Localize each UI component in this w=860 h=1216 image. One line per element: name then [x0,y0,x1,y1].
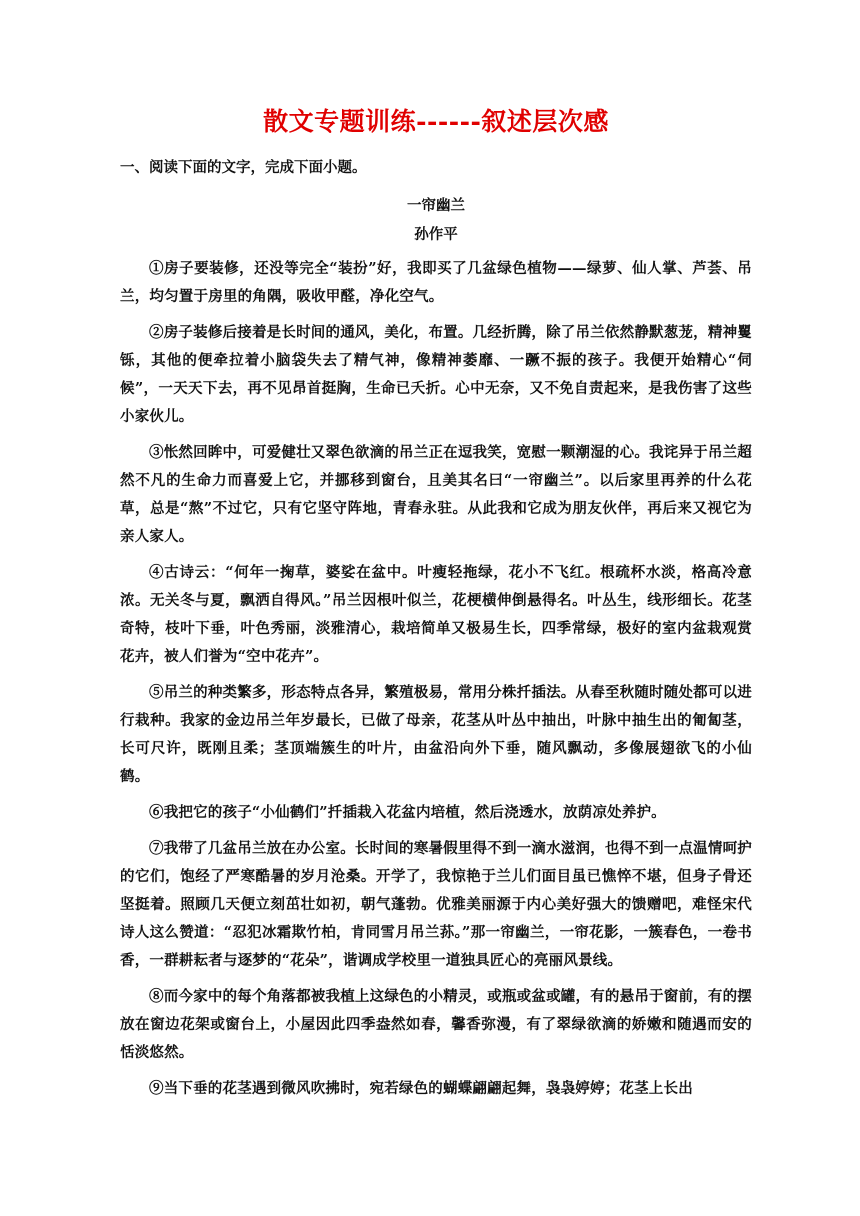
paragraph-3: ③怅然回眸中，可爱健壮又翠色欲滴的吊兰正在逗我笑，宽慰一颗潮湿的心。我诧异于吊兰超然不凡的生命力而喜爱上它，并挪移到窗台，且美其名曰“一帘幽兰”。以后家里再养的什么花草，总是“熬”不过它，只有它坚守阵地，青春永驻。从此我和它成为朋友伙伴，再后来又视它为亲人家人。 [120,444,752,545]
paragraph-8: ⑧而今家中的每个角落都被我植上这绿色的小精灵，或瓶或盆或罐，有的悬吊于窗前，有的摆放在窗边花架或窗台上，小屋因此四季盎然如春，馨香弥漫，有了翠绿欲滴的娇嫩和随遇而安的恬淡悠然。 [120,988,752,1061]
paragraph-7: ⑦我带了几盆吊兰放在办公室。长时间的寒暑假里得不到一滴水滋润，也得不到一点温情呵护的它们，饱经了严寒酷暑的岁月沧桑。开学了，我惊艳于兰儿们面目虽已憔悴不堪，但身子骨还坚挺着。照顾几天便立刻茁壮如初，朝气蓬勃。优雅美丽源于内心美好强大的馈赠吧，难怪宋代诗人这么赞道：“忍犯冰霜欺竹柏，肯同雪月吊兰荪。”那一帘幽兰，一帘花影，一簇春色，一卷书香，一群耕耘者与逐梦的“花朵”，谐调成学校里一道独具匠心的亮丽风景线。 [120,840,752,969]
passage-author: 孙作平 [414,226,458,243]
paragraph-6: ⑥我把它的孩子“小仙鹤们”扦插栽入花盆内培植，然后浇透水，放荫凉处养护。 [149,804,666,821]
paragraph-2: ②房子装修后接着是长时间的通风，美化，布置。几经折腾，除了吊兰依然静默葱茏，精神矍铄，其他的便牵拉着小脑袋失去了精气神，像精神萎靡、一蹶不振的孩子。我便开始精心“伺候”，一天天下去，再不见昂首挺胸，生命已夭折。心中无奈，又不免自责起来，是我伤害了这些小家伙儿。 [120,324,752,425]
paragraph-4: ④古诗云：“何年一掬草，婆娑在盆中。叶瘦轻拖绿，花小不飞红。根疏杯水淡，格高冷意浓。无关冬与夏，飘洒自得风。”吊兰因根叶似兰，花梗横伸倒悬得名。叶丛生，线形细长。花茎奇特，枝叶下垂，叶色秀丽，淡雅清心，栽培简单又极易生长，四季常绿，极好的室内盆栽观赏花卉，被人们誉为“空中花卉”。 [120,564,752,665]
paragraph-5: ⑤吊兰的种类繁多，形态特点各异，繁殖极易，常用分株扦插法。从春至秋随时随处都可以进行栽种。我家的金边吊兰年岁最长，已做了母亲，花茎从叶丛中抽出，叶脉中抽生出的匍匐茎，长可尺许，既刚且柔；茎顶端簇生的叶片，由盆沿向外下垂，随风飘动，多像展翅欲飞的小仙鹤。 [120,684,752,785]
passage-title: 一帘幽兰 [407,197,465,214]
document-title: 散文专题训练------叙述层次感 [263,107,609,136]
question-heading: 一、阅读下面的文字，完成下面小题。 [120,159,367,176]
paragraph-9: ⑨当下垂的花茎遇到微风吹拂时，宛若绿色的蝴蝶翩翩起舞，袅袅婷婷；花茎上长出 [149,1080,693,1097]
paragraph-1: ①房子要装修，还没等完全“装扮”好，我即买了几盆绿色植物——绿萝、仙人掌、芦荟、吊兰，均匀置于房里的角隅，吸收甲醛，净化空气。 [120,260,752,305]
